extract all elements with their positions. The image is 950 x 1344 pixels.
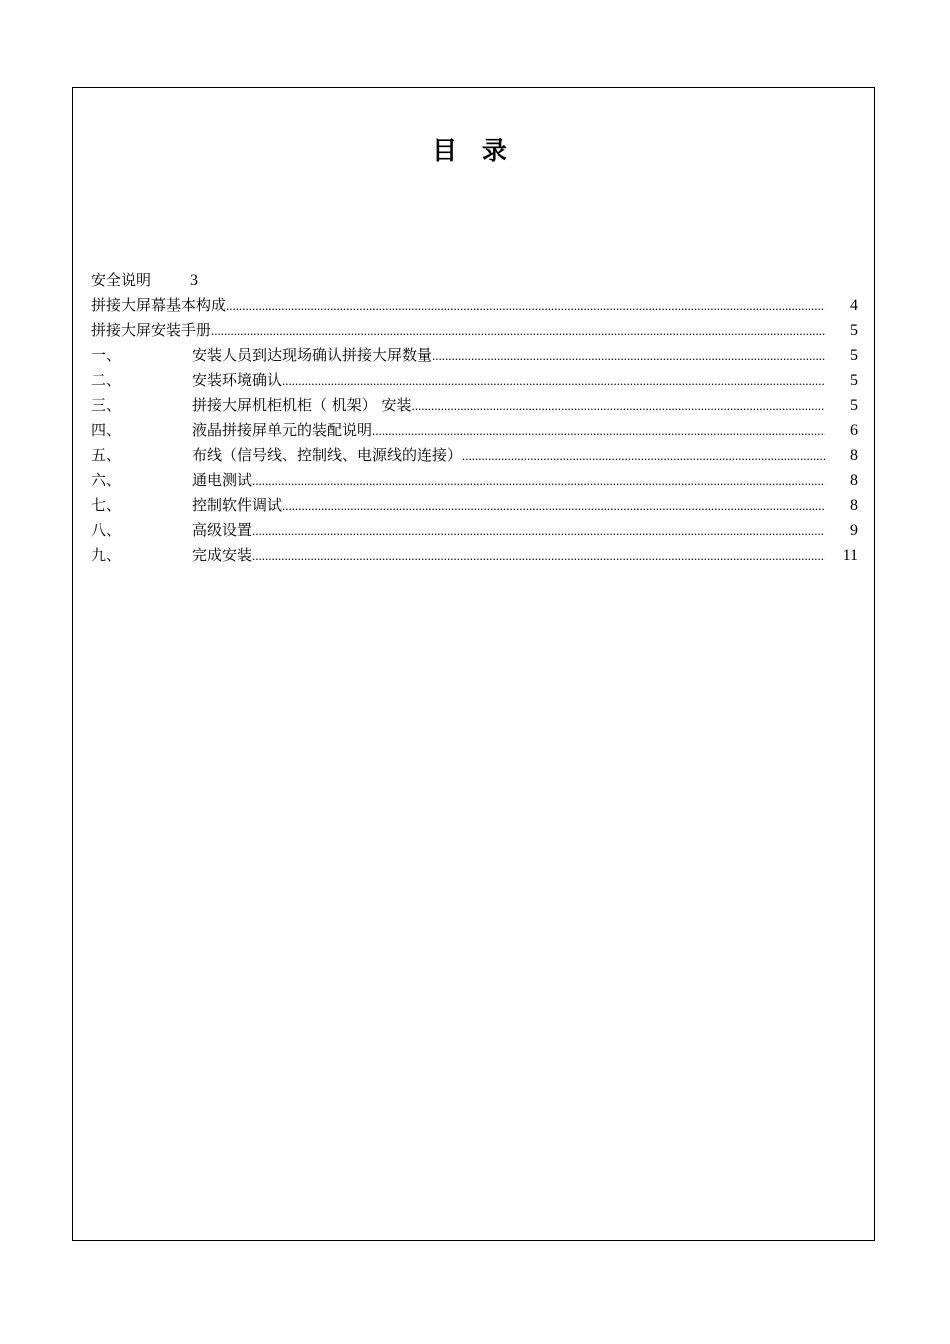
toc-entry-number: 一、: [91, 346, 122, 364]
toc-entry-title: 拼接大屏安装手册: [91, 318, 211, 343]
toc-entry-number: 二、: [91, 371, 122, 389]
toc-leader-dots: [412, 393, 825, 418]
toc-entry-page: 8: [850, 472, 858, 489]
toc-entry[interactable]: [91, 468, 858, 493]
toc-entry-number: 九、: [91, 546, 122, 564]
toc-entry-page: 8: [850, 447, 858, 464]
toc-entry[interactable]: [91, 418, 858, 443]
toc-entry-title: 液晶拼接屏单元的装配说明: [192, 418, 372, 443]
toc-entry[interactable]: [91, 543, 858, 568]
toc-entry-page: 11: [842, 547, 858, 564]
toc-entry-title: 通电测试: [192, 468, 252, 493]
toc-leader-dots: [226, 293, 825, 318]
toc-entry-number: 三、: [91, 396, 122, 414]
toc-leader-dots: [252, 518, 825, 543]
toc-leader-dots: [282, 368, 825, 393]
toc-entry-page: 4: [850, 297, 858, 314]
toc-entry-page: 5: [850, 397, 858, 414]
toc-entry-title: 拼接大屏幕基本构成: [91, 293, 226, 318]
toc-entry-title: 安装人员到达现场确认拼接大屏数量: [192, 343, 432, 368]
toc-leader-dots: [372, 418, 825, 443]
toc-entry-title: 拼接大屏机柜机柜（ 机架） 安装: [192, 393, 412, 418]
toc-entry-number: 五、: [91, 446, 122, 464]
toc-entry-title: 安装环境确认: [192, 368, 282, 393]
toc-entry-title: 安全说明: [91, 271, 152, 289]
toc-leader-dots: [211, 318, 825, 343]
toc-entry-title: 布线（信号线、控制线、电源线的连接）: [192, 443, 462, 468]
toc-leader-dots: [252, 543, 825, 568]
toc-title: 目 录: [432, 136, 515, 165]
toc-entry-page: 5: [850, 372, 858, 389]
document-page: [72, 87, 875, 1241]
toc-entry-title: 控制软件调试: [192, 493, 282, 518]
toc-entry[interactable]: [91, 268, 858, 293]
toc-entry-page: 5: [850, 347, 858, 364]
toc-entry[interactable]: [91, 518, 858, 543]
toc-entry[interactable]: [91, 443, 858, 468]
toc-entry-page: 3: [190, 272, 198, 289]
toc-entry-title: 高级设置: [192, 518, 252, 543]
toc-leader-dots: [462, 443, 825, 468]
toc-entry[interactable]: [91, 493, 858, 518]
toc-entry[interactable]: [91, 318, 858, 343]
toc-entry[interactable]: [91, 293, 858, 318]
toc-entry[interactable]: [91, 368, 858, 393]
toc-entry-page: 5: [850, 322, 858, 339]
toc-entry[interactable]: [91, 343, 858, 368]
toc-entry-page: 9: [850, 522, 858, 539]
toc-entry-title: 完成安装: [192, 543, 252, 568]
toc-leader-dots: [282, 493, 825, 518]
toc-entry-number: 八、: [91, 521, 122, 539]
toc-leader-dots: [252, 468, 825, 493]
toc-entry-page: 8: [850, 497, 858, 514]
toc-list: [91, 268, 858, 568]
toc-entry-number: 四、: [91, 421, 122, 439]
toc-leader-dots: [432, 343, 825, 368]
toc-entry-page: 6: [850, 422, 858, 439]
toc-entry[interactable]: [91, 393, 858, 418]
toc-entry-number: 六、: [91, 471, 122, 489]
toc-entry-number: 七、: [91, 496, 122, 514]
